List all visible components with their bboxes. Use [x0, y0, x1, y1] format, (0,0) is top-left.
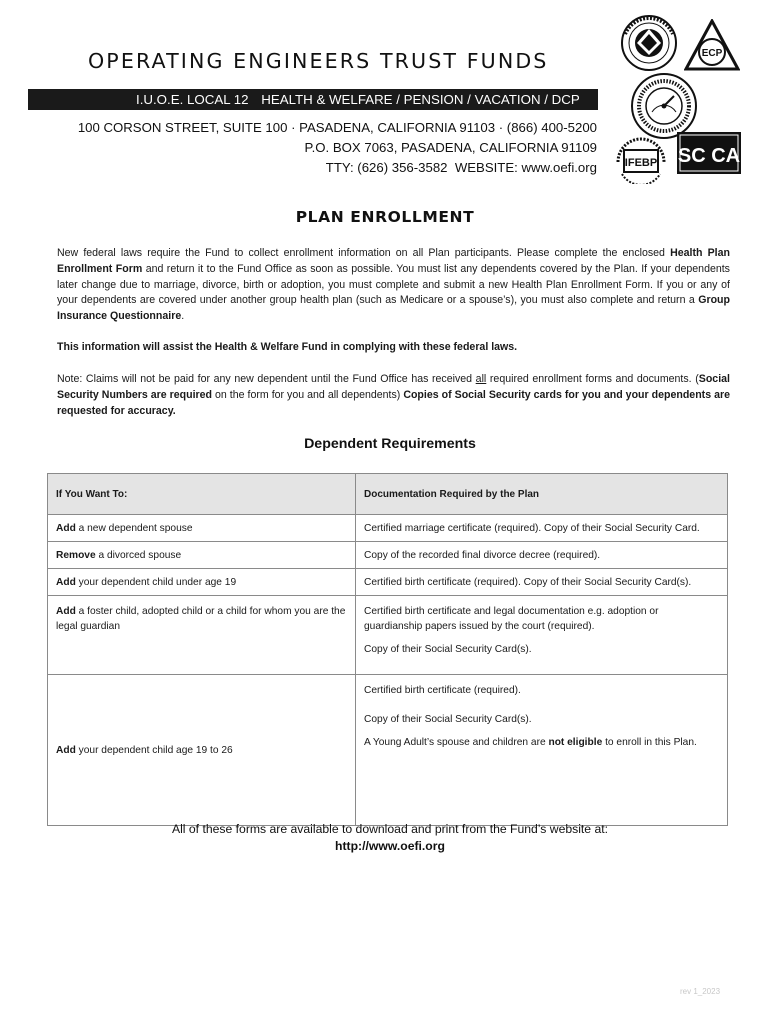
documentation-line: Copy of their Social Security Card(s).	[364, 644, 532, 655]
ecp-logo-text: ECP	[701, 48, 723, 59]
ss-cards-requested-text: Copies of Social Security cards for you and your dependents are requested for accuracy.	[57, 388, 730, 417]
intro-text-2: and return it to the Fund Office as soon as possible. You must list any dependents covered by the Plan. If your dependents later change due to marriage, divorce, birth or adoption, you must complete and submit a new Health Plan Enrollment Form. If you or any of your dependents are covered under another group health plan (such as Medicare or a spouse’s), you must also complete and return a	[57, 262, 730, 307]
eligibility-text: A Young Adult’s spouse and children are	[364, 737, 549, 748]
local-union-label: I.U.O.E. LOCAL 12	[136, 92, 249, 107]
action-text: a foster child, adopted child or a child for whom you are the legal guardian	[56, 606, 346, 632]
website-label: WEBSITE:	[454, 160, 518, 175]
action-cell	[48, 569, 356, 596]
documentation-cell	[356, 675, 728, 826]
table-row	[48, 515, 728, 542]
tty-number: TTY: (626) 356-3582	[325, 160, 448, 175]
action-text: a new dependent spouse	[75, 522, 193, 534]
ifebp-logo	[612, 132, 670, 184]
action-cell	[48, 515, 356, 542]
iebp-icon	[612, 132, 670, 184]
po-box-address: P.O. BOX 7063, PASADENA, CALIFORNIA 91109	[304, 140, 597, 155]
table-row	[48, 596, 728, 675]
revision-label: rev 1_2023	[680, 987, 721, 996]
column-header-documentation: Documentation Required by the Plan	[356, 474, 728, 515]
documentation-line: Certified birth certificate and legal documentation e.g. adoption or guardianship papers issued by the court (required).	[364, 606, 659, 632]
organization-banner	[28, 89, 598, 110]
note-text-1: Note: Claims will not be paid for any new dependent until the Fund Office has received	[57, 373, 476, 385]
action-cell	[48, 596, 356, 675]
scca-icon	[676, 131, 742, 175]
documentation-line	[364, 735, 719, 750]
ssn-required-text: Social Security Numbers are required	[57, 373, 730, 401]
seal-2-icon	[630, 72, 698, 140]
table-row	[48, 542, 728, 569]
fund-types-label: HEALTH & WELFARE / PENSION / VACATION / DCP	[261, 92, 580, 107]
action-cell	[48, 542, 356, 569]
action-text: your dependent child under age 19	[75, 576, 237, 588]
seal-1-icon	[617, 14, 681, 72]
action-verb: Remove	[56, 549, 96, 561]
documentation-cell	[356, 596, 728, 675]
organization-title: OPERATING ENGINEERS TRUST FUNDS	[88, 49, 549, 73]
eligibility-text-end: to enroll in this Plan.	[602, 737, 697, 748]
action-verb: Add	[56, 522, 76, 534]
action-text: a divorced spouse	[95, 549, 182, 561]
intro-text-3: .	[181, 310, 185, 323]
street-address: 100 CORSON STREET, SUITE 100 · PASADENA, CALIFORNIA 91103 · (866) 400-5200	[77, 120, 597, 135]
action-text: your dependent child age 19 to 26	[75, 744, 233, 756]
documentation-line: Certified birth certificate (required).	[364, 685, 521, 696]
scca-logo	[676, 131, 742, 175]
compliance-statement: This information will assist the Health & Welfare Fund in complying with these federal laws.	[57, 341, 518, 353]
note-text-2: required enrollment forms and documents. (	[486, 373, 699, 385]
column-header-action: If You Want To:	[48, 474, 356, 515]
health-plan-form-name: Health Plan Enrollment Form	[57, 247, 730, 275]
website-link[interactable]: www.oefi.org	[521, 160, 597, 175]
action-verb: Add	[56, 744, 76, 756]
requirements-table	[47, 473, 728, 826]
intro-text-1: New federal laws require the Fund to collect enrollment information on all Plan participants. Please complete the enclosed	[57, 247, 671, 259]
claims-note	[57, 372, 730, 419]
documentation-line: Copy of their Social Security Card(s).	[364, 714, 532, 725]
ecp-triangle-icon	[684, 19, 740, 73]
not-eligible-text: not eligible	[548, 737, 603, 748]
documentation-cell: Certified marriage certificate (required). Copy of their Social Security Card.	[356, 515, 728, 542]
note-all-underlined: all	[475, 373, 487, 385]
ecp-logo	[684, 19, 740, 73]
table-row	[48, 675, 728, 826]
page-title: PLAN ENROLLMENT	[295, 208, 475, 226]
documentation-cell: Copy of the recorded final divorce decree (required).	[356, 542, 728, 569]
intro-paragraph	[57, 246, 730, 325]
action-verb: Add	[56, 606, 76, 617]
download-notice: All of these forms are available to download and print from the Fund’s website at:	[171, 822, 609, 836]
trust-seal-logo	[630, 72, 698, 140]
questionnaire-name: Group Insurance Questionnaire	[57, 294, 730, 323]
union-seal-logo	[617, 14, 681, 72]
action-cell	[48, 675, 356, 826]
tty-website-line	[326, 160, 597, 175]
documentation-cell: Certified birth certificate (required). Copy of their Social Security Card(s).	[356, 569, 728, 596]
table-row	[48, 569, 728, 596]
scca-logo-text: SC CA	[677, 145, 741, 167]
note-text-3: on the form for you and all dependents)	[212, 388, 404, 401]
action-verb: Add	[56, 576, 76, 588]
dependent-requirements-heading: Dependent Requirements	[304, 436, 476, 452]
ifebp-logo-text: IFEBP	[624, 157, 658, 169]
website-url-link[interactable]: http://www.oefi.org	[335, 839, 445, 853]
table-header-row	[48, 474, 728, 515]
